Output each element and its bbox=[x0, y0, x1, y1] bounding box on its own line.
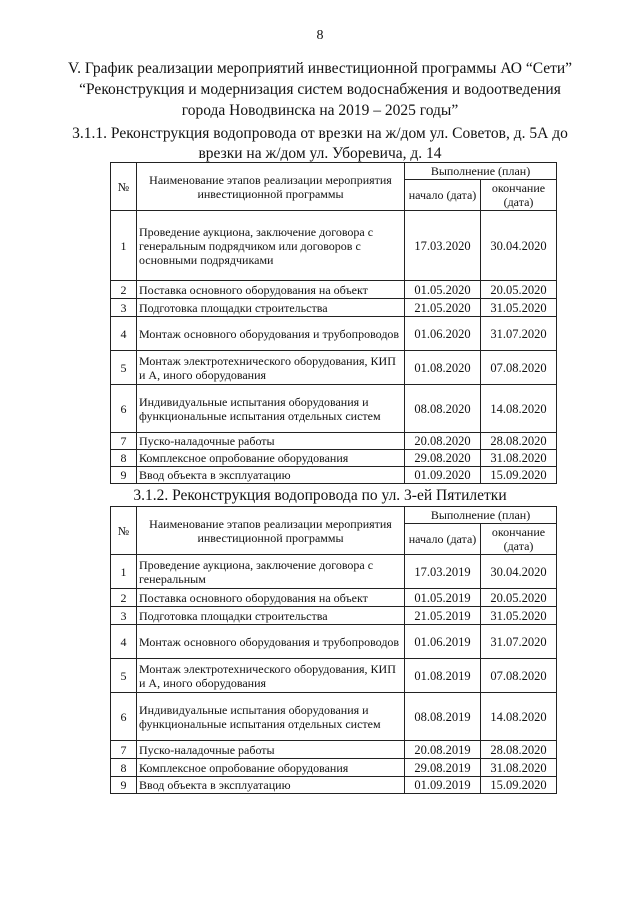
row-stage-name: Монтаж основного оборудования и трубопроводов bbox=[137, 317, 405, 351]
row-start-date: 01.08.2020 bbox=[405, 351, 481, 385]
table-row bbox=[111, 777, 557, 794]
row-end-date: 07.08.2020 bbox=[481, 659, 557, 693]
row-start-date: 21.05.2019 bbox=[405, 607, 481, 625]
row-start-date: 01.06.2019 bbox=[405, 625, 481, 659]
row-stage-name: Проведение аукциона, заключение договора с генеральным подрядчиком или договоров с основными подрядчиками bbox=[137, 211, 405, 281]
row-stage-name: Поставка основного оборудования на объект bbox=[137, 589, 405, 607]
row-end-date: 30.04.2020 bbox=[481, 555, 557, 589]
row-start-date: 29.08.2019 bbox=[405, 759, 481, 777]
row-num: 8 bbox=[111, 759, 137, 777]
row-start-date: 17.03.2020 bbox=[405, 211, 481, 281]
row-end-date: 31.08.2020 bbox=[481, 759, 557, 777]
table-row bbox=[111, 281, 557, 299]
row-stage-name: Монтаж основного оборудования и трубопроводов bbox=[137, 625, 405, 659]
row-num: 5 bbox=[111, 659, 137, 693]
row-end-date: 15.09.2020 bbox=[481, 777, 557, 794]
row-start-date: 08.08.2019 bbox=[405, 693, 481, 741]
row-num: 9 bbox=[111, 777, 137, 794]
row-num: 5 bbox=[111, 351, 137, 385]
row-num: 1 bbox=[111, 211, 137, 281]
header-start-date: начало (дата) bbox=[405, 180, 481, 211]
row-stage-name: Проведение аукциона, заключение договора с генеральным bbox=[137, 555, 405, 589]
table-row bbox=[111, 299, 557, 317]
row-num: 7 bbox=[111, 433, 137, 450]
row-end-date: 20.05.2020 bbox=[481, 281, 557, 299]
row-end-date: 30.04.2020 bbox=[481, 211, 557, 281]
table-row bbox=[111, 211, 557, 281]
row-num: 7 bbox=[111, 741, 137, 759]
row-num: 1 bbox=[111, 555, 137, 589]
row-stage-name: Поставка основного оборудования на объект bbox=[137, 281, 405, 299]
row-stage-name: Подготовка площадки строительства bbox=[137, 607, 405, 625]
row-end-date: 31.07.2020 bbox=[481, 317, 557, 351]
row-stage-name: Комплексное опробование оборудования bbox=[137, 759, 405, 777]
row-num: 6 bbox=[111, 693, 137, 741]
header-num: № bbox=[111, 507, 137, 555]
row-num: 2 bbox=[111, 281, 137, 299]
table-row bbox=[111, 607, 557, 625]
row-start-date: 01.08.2019 bbox=[405, 659, 481, 693]
row-num: 6 bbox=[111, 385, 137, 433]
row-start-date: 20.08.2019 bbox=[405, 741, 481, 759]
row-stage-name: Пуско-наладочные работы bbox=[137, 433, 405, 450]
header-end-date: окончание (дата) bbox=[481, 180, 557, 211]
row-stage-name: Ввод объекта в эксплуатацию bbox=[137, 467, 405, 484]
row-start-date: 01.09.2020 bbox=[405, 467, 481, 484]
row-start-date: 17.03.2019 bbox=[405, 555, 481, 589]
table-row bbox=[111, 433, 557, 450]
row-start-date: 01.05.2020 bbox=[405, 281, 481, 299]
row-start-date: 01.09.2019 bbox=[405, 777, 481, 794]
table-row bbox=[111, 555, 557, 589]
table-row bbox=[111, 659, 557, 693]
row-end-date: 14.08.2020 bbox=[481, 385, 557, 433]
row-end-date: 07.08.2020 bbox=[481, 351, 557, 385]
row-end-date: 31.05.2020 bbox=[481, 607, 557, 625]
row-stage-name: Подготовка площадки строительства bbox=[137, 299, 405, 317]
row-end-date: 14.08.2020 bbox=[481, 693, 557, 741]
table-row bbox=[111, 450, 557, 467]
row-end-date: 31.08.2020 bbox=[481, 450, 557, 467]
row-start-date: 21.05.2020 bbox=[405, 299, 481, 317]
row-end-date: 20.05.2020 bbox=[481, 589, 557, 607]
header-stage-name: Наименование этапов реализации мероприятия инвестиционной программы bbox=[137, 163, 405, 211]
table-row bbox=[111, 467, 557, 484]
row-start-date: 08.08.2020 bbox=[405, 385, 481, 433]
document-title: V. График реализации мероприятий инвестиционной программы АО “Сети” “Реконструкция и модернизация систем водоснабжения и водоотведения города Новодвинска на 2019 – 2025 годы” bbox=[67, 60, 573, 119]
section-subtitle-3-1-2: 3.1.2. Реконструкция водопровода по ул. 3-ей Пятилетки bbox=[133, 487, 507, 504]
row-stage-name: Индивидуальные испытания оборудования и функциональные испытания отдельных систем bbox=[137, 385, 405, 433]
table-row bbox=[111, 759, 557, 777]
table-row bbox=[111, 385, 557, 433]
row-stage-name: Индивидуальные испытания оборудования и функциональные испытания отдельных систем bbox=[137, 693, 405, 741]
table-row bbox=[111, 625, 557, 659]
row-num: 3 bbox=[111, 299, 137, 317]
row-num: 8 bbox=[111, 450, 137, 467]
header-num: № bbox=[111, 163, 137, 211]
table-row bbox=[111, 317, 557, 351]
header-start-date: начало (дата) bbox=[405, 524, 481, 555]
row-stage-name: Монтаж электротехнического оборудования, КИП и А, иного оборудования bbox=[137, 659, 405, 693]
row-start-date: 29.08.2020 bbox=[405, 450, 481, 467]
table-row bbox=[111, 351, 557, 385]
header-execution-plan: Выполнение (план) bbox=[405, 163, 557, 180]
schedule-table-3-1-1 bbox=[110, 162, 557, 484]
table-row bbox=[111, 741, 557, 759]
row-stage-name: Комплексное опробование оборудования bbox=[137, 450, 405, 467]
table-row bbox=[111, 693, 557, 741]
table-row bbox=[111, 589, 557, 607]
row-end-date: 28.08.2020 bbox=[481, 741, 557, 759]
row-end-date: 31.05.2020 bbox=[481, 299, 557, 317]
header-execution-plan: Выполнение (план) bbox=[405, 507, 557, 524]
header-end-date: окончание (дата) bbox=[481, 524, 557, 555]
row-stage-name: Ввод объекта в эксплуатацию bbox=[137, 777, 405, 794]
row-num: 4 bbox=[111, 317, 137, 351]
row-start-date: 01.05.2019 bbox=[405, 589, 481, 607]
page-number: 8 bbox=[316, 28, 324, 43]
row-num: 9 bbox=[111, 467, 137, 484]
row-end-date: 15.09.2020 bbox=[481, 467, 557, 484]
row-end-date: 28.08.2020 bbox=[481, 433, 557, 450]
row-num: 4 bbox=[111, 625, 137, 659]
row-stage-name: Пуско-наладочные работы bbox=[137, 741, 405, 759]
row-num: 2 bbox=[111, 589, 137, 607]
row-start-date: 20.08.2020 bbox=[405, 433, 481, 450]
row-stage-name: Монтаж электротехнического оборудования, КИП и А, иного оборудования bbox=[137, 351, 405, 385]
schedule-table-3-1-2 bbox=[110, 506, 557, 794]
row-num: 3 bbox=[111, 607, 137, 625]
row-end-date: 31.07.2020 bbox=[481, 625, 557, 659]
row-start-date: 01.06.2020 bbox=[405, 317, 481, 351]
section-subtitle-3-1-1: 3.1.1. Реконструкция водопровода от врезки на ж/дом ул. Советов, д. 5А до врезки на ж/дом ул. Уборевича, д. 14 bbox=[72, 125, 568, 162]
header-stage-name: Наименование этапов реализации мероприятия инвестиционной программы bbox=[137, 507, 405, 555]
